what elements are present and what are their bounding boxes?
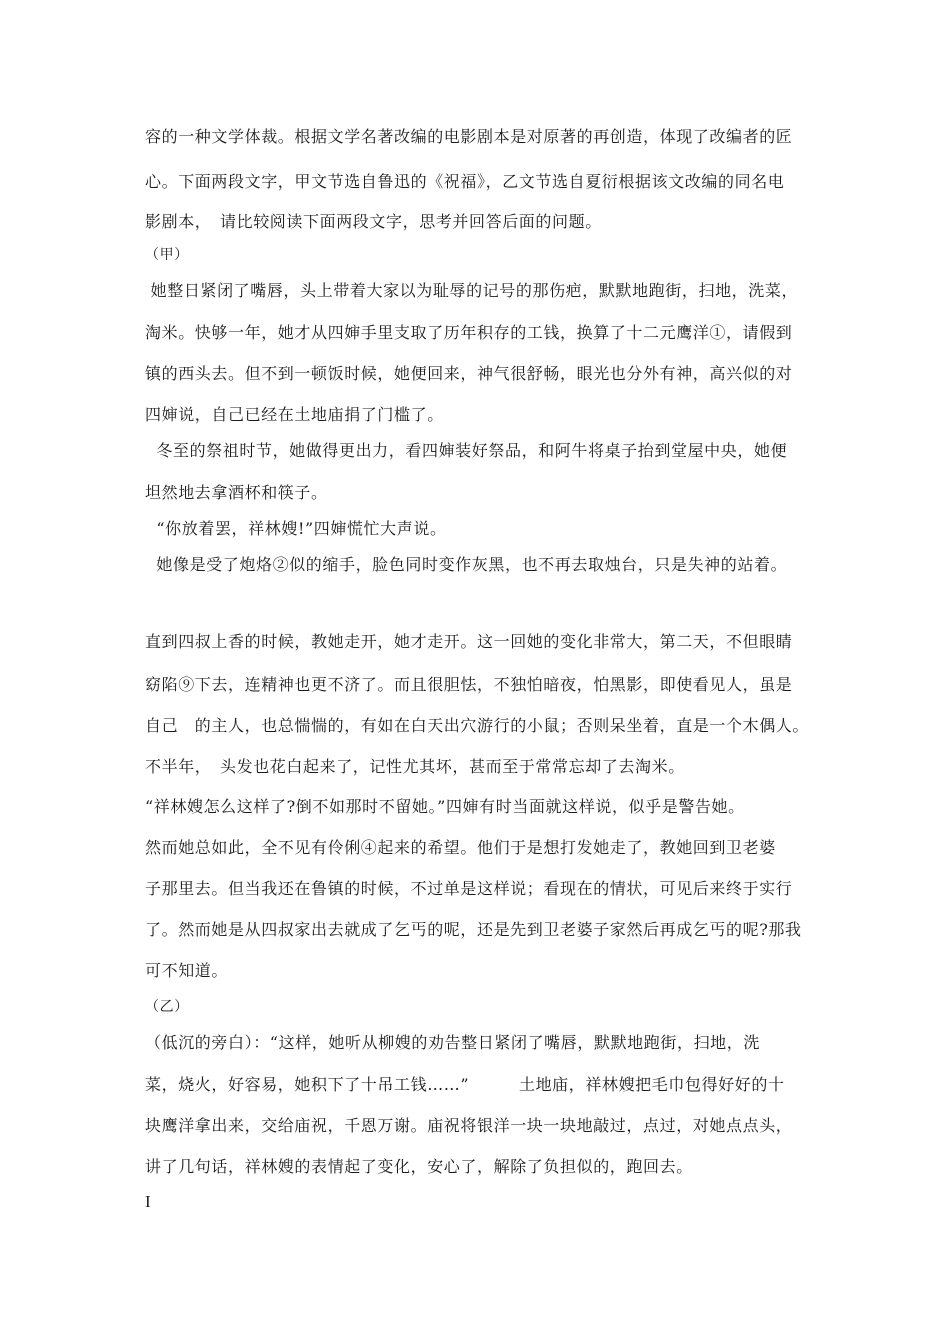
intro-line: 影剧本， 请比较阅读下面两段文字，思考并回答后面的问题。 — [145, 212, 602, 231]
paragraph-line: 她整日紧闭了嘴唇，头上带着大家以为耻辱的记号的那伤疤，默默地跑街，扫地，洗菜， — [145, 281, 799, 300]
paragraph-line: 直到四叔上香的时候，教她走开，她才走开。这一回她的变化非常大，第二天，不但眼睛 — [145, 632, 793, 651]
paragraph-line: 自己 的主人，也总惴惴的，有如在白天出穴游行的小鼠；否则呆坐着，直是一个木偶人。 — [145, 716, 810, 735]
text-cursor[interactable]: I — [145, 1192, 151, 1211]
paragraph-line: 菜，烧火，好容易，她积下了十吊工钱……” 土地庙，祥林嫂把毛巾包得好好的十 — [145, 1075, 785, 1094]
paragraph-line: （低沉的旁白）：“这样，她听从柳嫂的劝告整日紧闭了嘴唇，默默地跑街，扫地，洗 — [145, 1033, 760, 1052]
paragraph-line: 不半年， 头发也花白起来了，记性尤其坏，甚而至于常常忘却了去淘米。 — [145, 757, 685, 776]
paragraph-line: 坦然地去拿酒杯和筷子。 — [145, 483, 328, 502]
paragraph-line: 子那里去。但当我还在鲁镇的时候，不过单是这样说；看现在的情状，可见后来终于实行 — [145, 879, 793, 898]
paragraph-line: 然而她总如此，全不见有伶俐④起来的希望。他们于是想打发她走了，教她回到卫老婆 — [145, 838, 776, 857]
section-label-yi: （乙） — [145, 999, 189, 1015]
paragraph-line: 块鹰洋拿出来，交给庙祝，千恩万谢。庙祝将银洋一块一块地敲过，点过，对她点点头， — [145, 1116, 793, 1135]
paragraph-line: “你放着罢，祥林嫂!”四婶慌忙大声说。 — [145, 519, 447, 538]
paragraph-line: 四婶说，自己已经在土地庙捐了门槛了。 — [145, 405, 444, 424]
paragraph-line: 了。然而她是从四叔家出去就成了乞丐的呢，还是先到卫老婆子家然后再成乞丐的呢?那我 — [145, 920, 802, 939]
intro-line: 容的一种文学体裁。根据文学名著改编的电影剧本是对原著的再创造，体现了改编者的匠 — [145, 127, 793, 146]
paragraph-line: “祥林嫂怎么这样了?倒不如那时不留她。”四婶有时当面就这样说，似乎是警告她。 — [145, 797, 745, 816]
paragraph-line: 讲了几句话，祥林嫂的表情起了变化，安心了，解除了负担似的，跑回去。 — [145, 1157, 693, 1176]
section-label-jia: （甲） — [145, 247, 189, 263]
paragraph-line: 冬至的祭祖时节，她做得更出力，看四婶装好祭品，和阿牛将桌子抬到堂屋中央，她便 — [145, 441, 788, 460]
paragraph-line: 淘米。快够一年，她才从四婶手里支取了历年积存的工钱，换算了十二元鹰洋①，请假到 — [145, 323, 793, 342]
paragraph-line: 镇的西头去。但不到一顿饭时候，她便回来，神气很舒畅，眼光也分外有神，高兴似的对 — [145, 364, 793, 383]
paragraph-line: 窈陷⑨下去，连精神也更不济了。而且很胆怯，不独怕暗夜，怕黑影，即使看见人，虽是 — [145, 675, 793, 694]
paragraph-line: 可不知道。 — [145, 961, 229, 980]
paragraph-line: 她像是受了炮烙②似的缩手，脸色同时变作灰黑，也不再去取烛台，只是失神的站着。 — [145, 555, 788, 574]
intro-line: 心。下面两段文字，甲文节选自鲁迅的《祝福》，乙文节选自夏衍根据该文改编的同名电 — [145, 172, 785, 191]
